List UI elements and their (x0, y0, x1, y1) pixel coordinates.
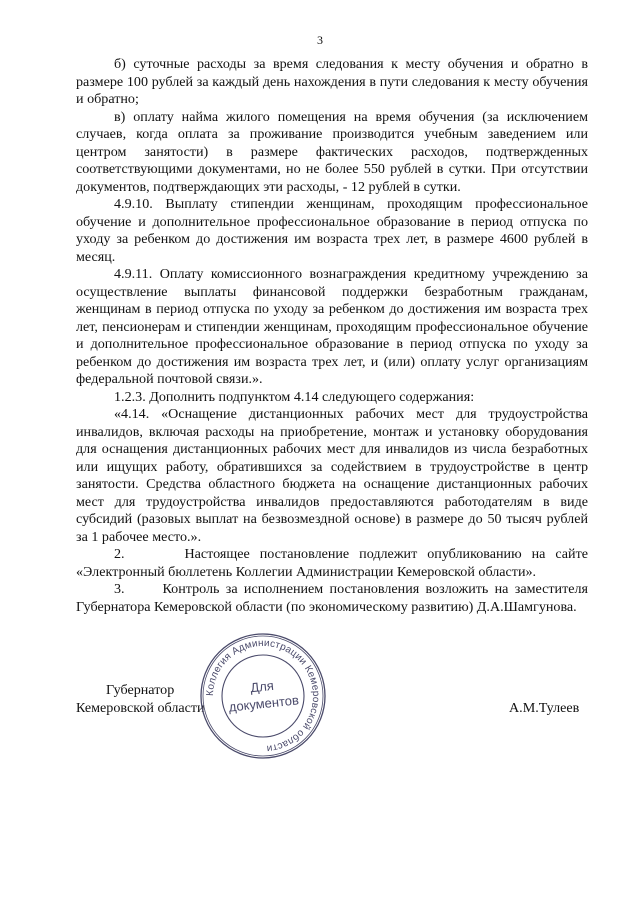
signature-title-line2: Кемеровской области (76, 700, 205, 716)
paragraph-daily-expenses: б) суточные расходы за время следования к месту обучения и обратно в размере 100 рублей за каждый день нахождения в пути следования к месту обучения и обратно; (76, 56, 588, 107)
seal-ring-text: Коллегия Администрации Кемеровской области (204, 637, 322, 754)
paragraph-publication: 2. Настоящее постановление подлежит опубликованию на сайте «Электронный бюллетень Коллегии Администрации Кемеровской области». (76, 546, 592, 580)
official-seal (198, 631, 328, 761)
signature-name: А.М.Тулеев (509, 700, 580, 716)
page-number: 3 (317, 33, 323, 47)
signature-title (76, 681, 205, 717)
paragraph-4-9-11: 4.9.11. Оплату комиссионного вознаграждения кредитному учреждению за осуществление выплаты финансовой поддержки безработным гражданам, женщинам в период отпуска по уходу за ребенком до достижения им возраста трех лет, пенсионерам и стипендии женщинам, проходящим профессиональное обучение и дополнительное профессиональное образование в период отпуска по уходу за ребенком до достижения им возраста трех лет, и (или) оплату услуг организациям федеральной почтовой связи.». (76, 266, 588, 387)
paragraph-4-14: «4.14. «Оснащение дистанционных рабочих мест для трудоустройства инвалидов, включая расходы на приобретение, монтаж и установку оборудования для оснащения дистанционных рабочих мест для инвалидов из числа безработных или ищущих работу, обратившихся за содействием в трудоустройстве в центр занятости. Средства областного бюджета на оснащение дистанционных рабочих мест для трудоустройства инвалидов предоставляются работодателям в виде субсидий (разовых выплат на безвозмездной основе) в размере до 50 тысяч рублей за 1 рабочее место.». (76, 406, 588, 545)
document-body (76, 56, 592, 616)
paragraph-1-2-3: 1.2.3. Дополнить подпунктом 4.14 следующего содержания: (114, 388, 475, 405)
seal-center-line2: документов (228, 692, 300, 715)
seal-center-line1: Для (249, 677, 275, 696)
paragraph-4-9-10: 4.9.10. Выплату стипендии женщинам, проходящим профессиональное обучение и дополнительное профессиональное образование в период отпуска по уходу за ребенком до достижения им возраста трех лет, в размере 4600 рублей в месяц. (76, 196, 588, 265)
paragraph-control: 3. Контроль за исполнением постановления возложить на заместителя Губернатора Кемеровской области (по экономическому развитию) Д.А.Шамгунова. (76, 581, 592, 615)
signature-title-line1: Губернатор (106, 682, 175, 698)
paragraph-housing-expenses: в) оплату найма жилого помещения на время обучения (за исключением случаев, когда оплата за проживание производится учебным заведением или центром занятости) в размере фактических расходов, подтвержденных соответствующими документами, но не более 550 рублей в сутки. При отсутствии документов, подтверждающих эти расходы, - 12 рублей в сутки. (76, 108, 588, 195)
